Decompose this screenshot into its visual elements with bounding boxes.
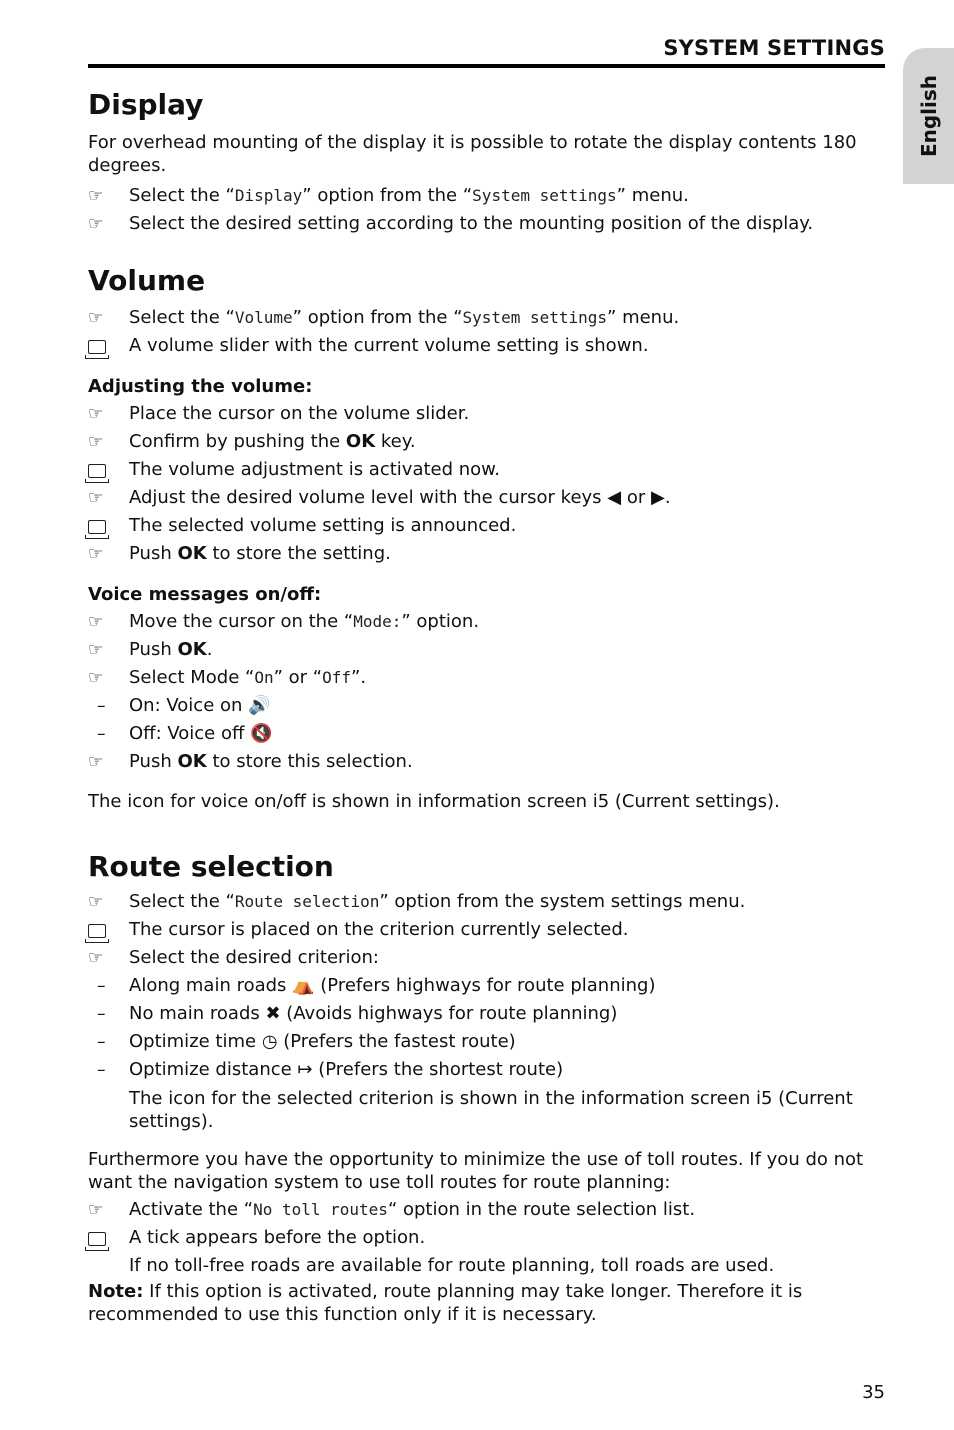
adjust-step-3: ☞ Adjust the desired volume level with the cursor keys ◀ or ▶. — [88, 484, 885, 512]
adjust-step-4: ☞ Push OK to store the setting. — [88, 540, 885, 568]
dash-marker: – — [97, 724, 106, 744]
dash-marker: – — [97, 696, 106, 716]
display-section — [88, 88, 885, 238]
volume-step-1: ☞ Select the “Volume” option from the “System settings” menu. — [88, 304, 885, 332]
voice-step-3: ☞ Select Mode “On” or “Off”. — [88, 664, 885, 692]
voice-step-1: ☞ Move the cursor on the “Mode:” option. — [88, 608, 885, 636]
pointing-hand-icon: ☞ — [88, 668, 104, 688]
display-heading: Display — [88, 88, 204, 121]
screen-icon — [88, 1232, 106, 1246]
pointing-hand-icon: ☞ — [88, 612, 104, 632]
pointing-hand-icon: ☞ — [88, 186, 104, 206]
pointing-hand-icon: ☞ — [88, 892, 104, 912]
pointing-hand-icon: ☞ — [88, 488, 104, 508]
voice-step-4: ☞ Push OK to store this selection. — [88, 748, 885, 776]
criterion-optimize-distance: – Optimize distance ↦ (Prefers the shortest route) — [88, 1056, 885, 1084]
voice-heading: Voice messages on/off: — [88, 584, 322, 605]
language-tab-label: English — [916, 74, 941, 158]
criterion-note: The icon for the selected criterion is shown in the information screen i5 (Current settings). — [129, 1088, 853, 1132]
display-intro: For overhead mounting of the display it is possible to rotate the display contents 180 degrees. — [88, 132, 857, 176]
criterion-no-main-roads: – No main roads ✖ (Avoids highways for route planning) — [88, 1000, 885, 1028]
screen-icon — [88, 520, 106, 534]
toll-step-1: ☞ Activate the “No toll routes“ option in the route selection list. — [88, 1196, 885, 1224]
voice-option-on: – On: Voice on 🔊 — [88, 692, 885, 720]
voice-option-off: – Off: Voice off 🔇 — [88, 720, 885, 748]
route-result-1: The cursor is placed on the criterion currently selected. — [88, 916, 885, 944]
language-tab — [903, 48, 954, 184]
pointing-hand-icon: ☞ — [88, 640, 104, 660]
route-step-2: ☞ Select the desired criterion: — [88, 944, 885, 972]
pointing-hand-icon: ☞ — [88, 214, 104, 234]
toll-intro: Furthermore you have the opportunity to minimize the use of toll routes. If you do not want the navigation system to use toll routes for route planning: — [88, 1149, 864, 1193]
dash-marker: – — [97, 1060, 106, 1080]
route-heading: Route selection — [88, 850, 334, 883]
dash-marker: – — [97, 1004, 106, 1024]
criterion-optimize-time: – Optimize time ◷ (Prefers the fastest route) — [88, 1028, 885, 1056]
pointing-hand-icon: ☞ — [88, 544, 104, 564]
route-note: Note: If this option is activated, route planning may take longer. Therefore it is recommended to use this function only if it is necessary. — [88, 1281, 803, 1325]
pointing-hand-icon: ☞ — [88, 308, 104, 328]
dash-marker: – — [97, 1032, 106, 1052]
toll-result-2: If no toll-free roads are available for route planning, toll roads are used. — [129, 1255, 775, 1276]
voice-note: The icon for voice on/off is shown in information screen i5 (Current settings). — [88, 791, 780, 812]
route-step-1: ☞ Select the “Route selection” option from the system settings menu. — [88, 888, 885, 916]
toll-result-1: A tick appears before the option. — [88, 1224, 885, 1252]
pointing-hand-icon: ☞ — [88, 948, 104, 968]
volume-heading: Volume — [88, 264, 206, 297]
screen-icon — [88, 924, 106, 938]
display-step-2: ☞ Select the desired setting according to the mounting position of the display. — [88, 210, 885, 238]
voice-step-2: ☞ Push OK. — [88, 636, 885, 664]
pointing-hand-icon: ☞ — [88, 404, 104, 424]
volume-result-1: A volume slider with the current volume setting is shown. — [88, 332, 885, 360]
pointing-hand-icon: ☞ — [88, 432, 104, 452]
volume-section — [88, 264, 885, 813]
chapter-title: SYSTEM SETTINGS — [663, 36, 885, 60]
display-step-1: ☞ Select the “Display” option from the “System settings” menu. — [88, 182, 885, 210]
adjust-result-1: The volume adjustment is activated now. — [88, 456, 885, 484]
pointing-hand-icon: ☞ — [88, 752, 104, 772]
adjust-heading: Adjusting the volume: — [88, 376, 313, 397]
page-header — [88, 36, 885, 68]
dash-marker: – — [97, 976, 106, 996]
adjust-step-2: ☞ Confirm by pushing the OK key. — [88, 428, 885, 456]
adjust-result-2: The selected volume setting is announced. — [88, 512, 885, 540]
adjust-step-1: ☞ Place the cursor on the volume slider. — [88, 400, 885, 428]
screen-icon — [88, 464, 106, 478]
criterion-main-roads: – Along main roads ⛺ (Prefers highways for route planning) — [88, 972, 885, 1000]
route-section — [88, 850, 885, 1326]
screen-icon — [88, 340, 106, 354]
page-number: 35 — [862, 1382, 885, 1403]
pointing-hand-icon: ☞ — [88, 1200, 104, 1220]
